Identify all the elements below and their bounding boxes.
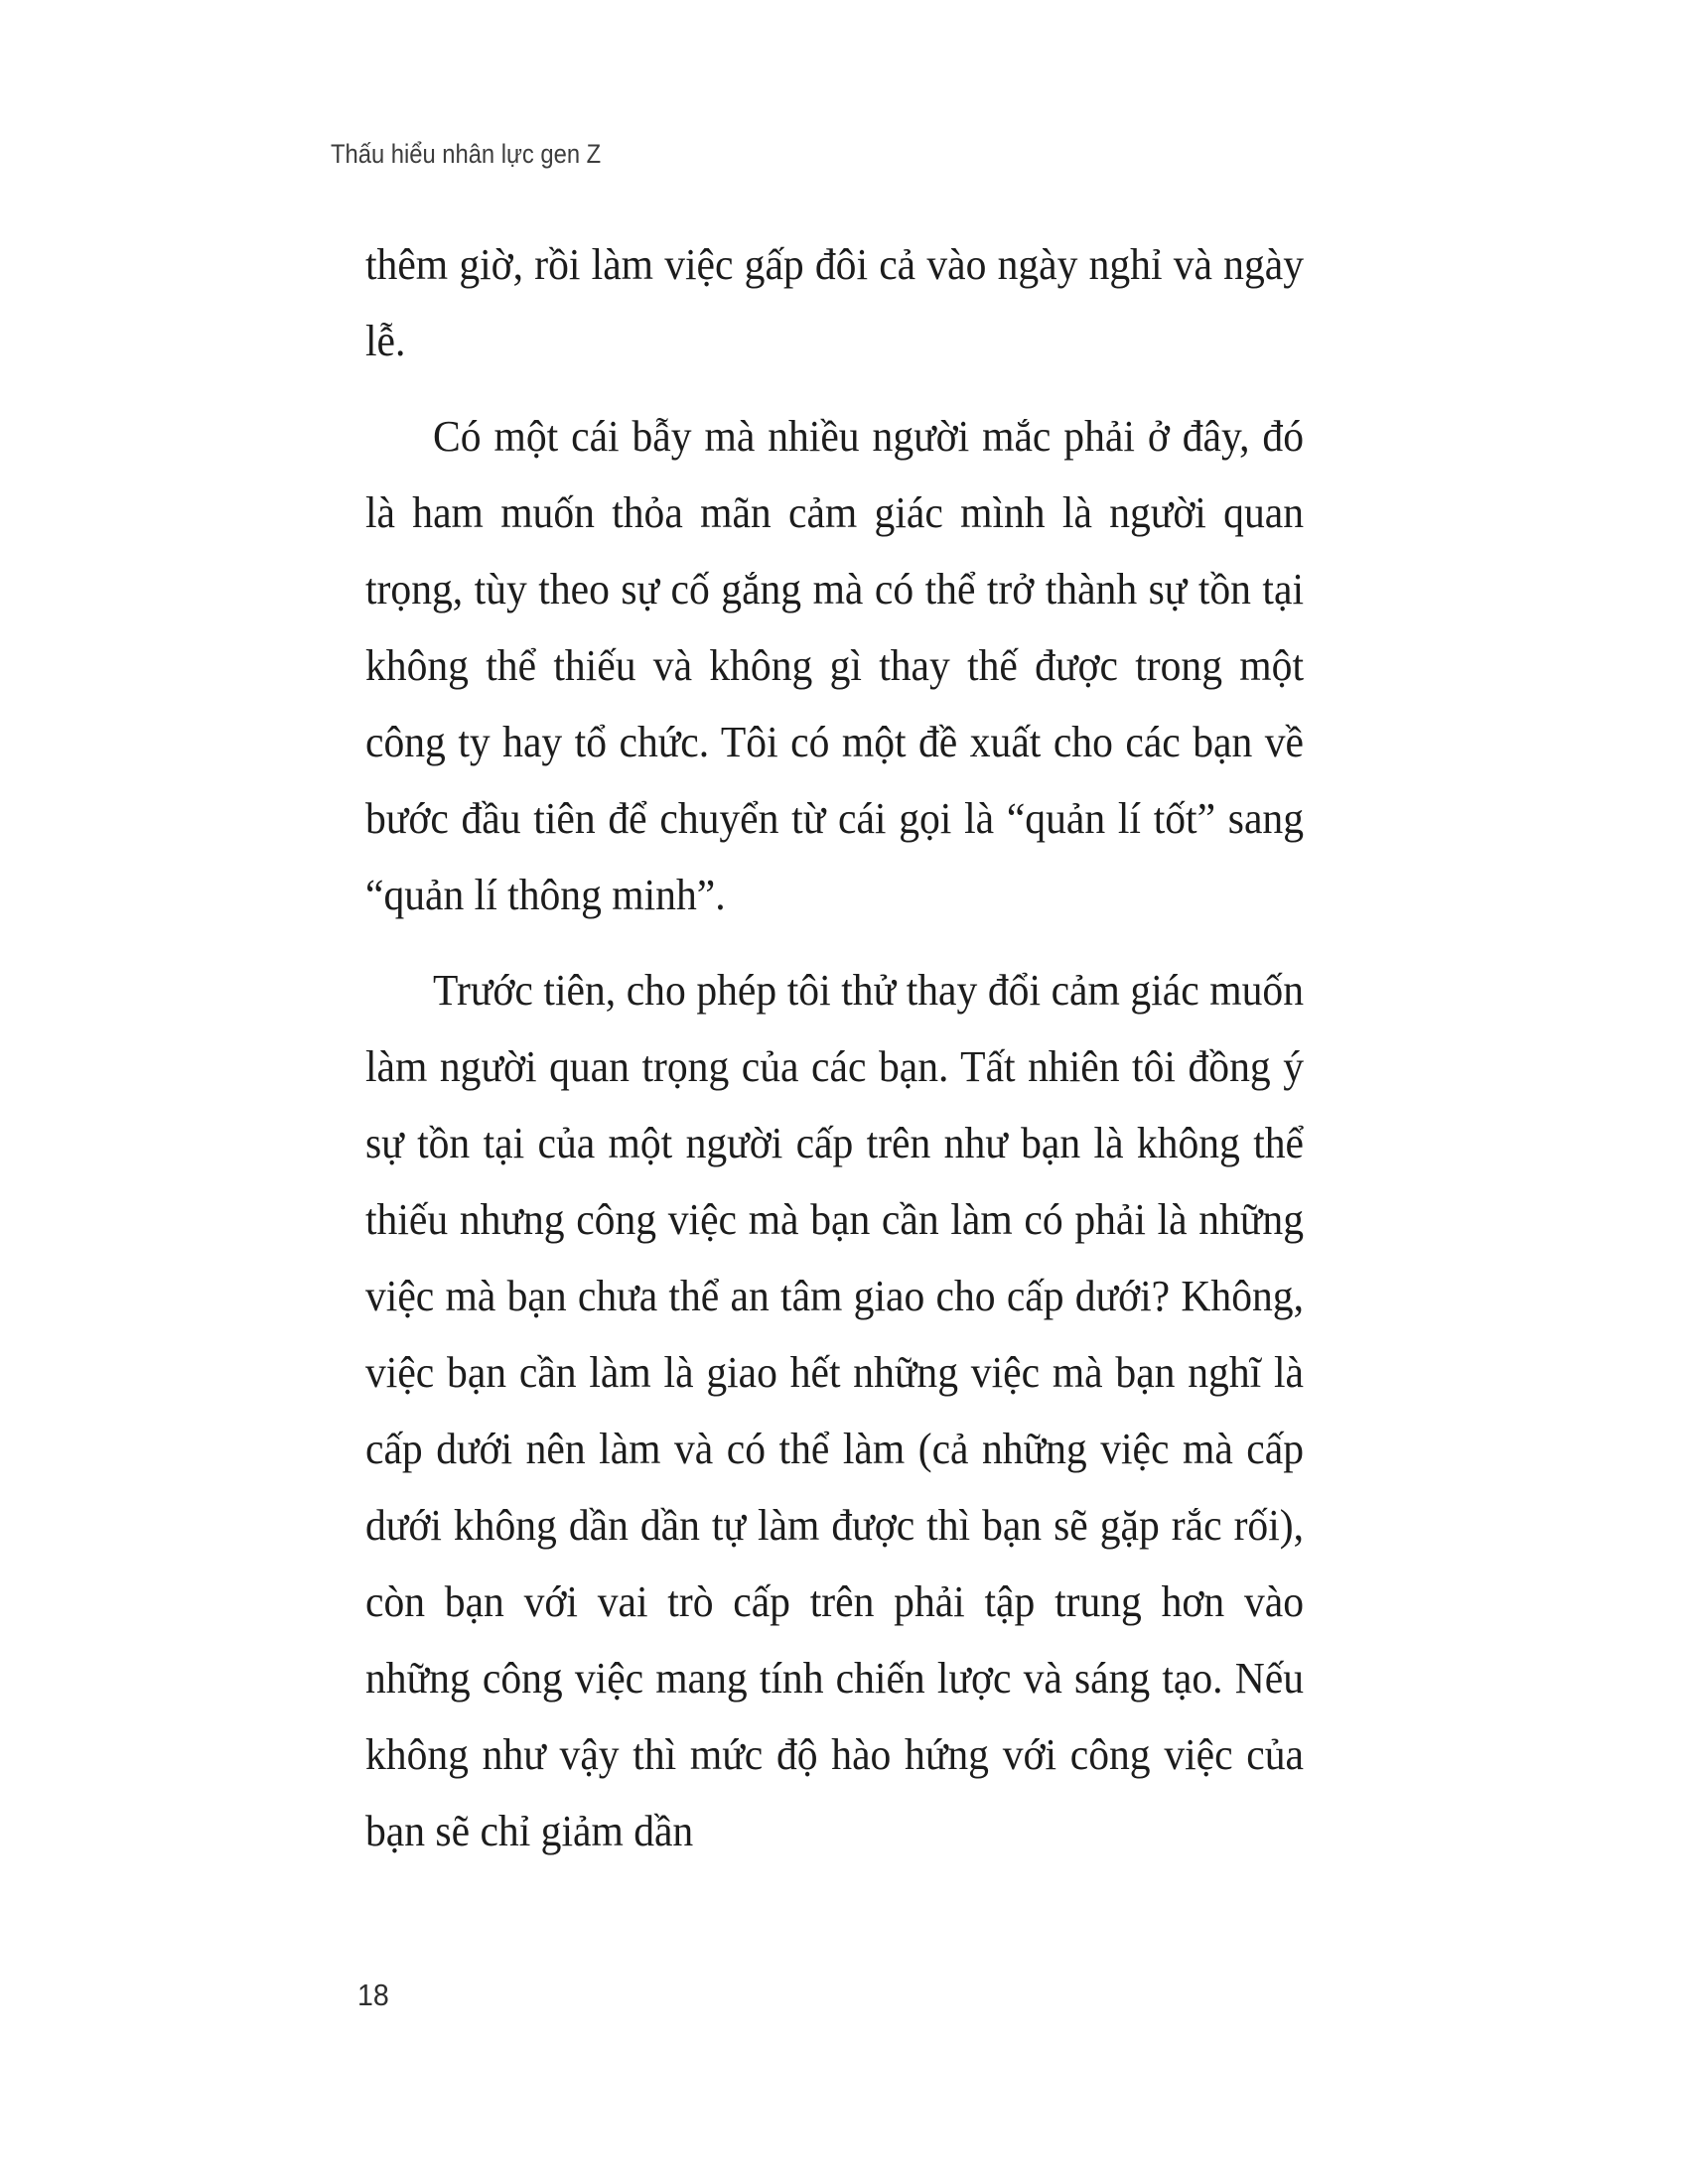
body-text-block <box>365 226 1304 1888</box>
paragraph-continuation: thêm giờ, rồi làm việc gấp đôi cả vào ngày nghỉ và ngày lễ. <box>365 240 1304 365</box>
paragraph: Có một cái bẫy mà nhiều người mắc phải ở đây, đó là ham muốn thỏa mãn cảm giác mình là người quan trọng, tùy theo sự cố gắng mà có thể trở thành sự tồn tại không thể thiếu và không gì thay thế được trong một công ty hay tổ chức. Tôi có một đề xuất cho các bạn về bước đầu tiên để chuyển từ cái gọi là “quản lí tốt” sang “quản lí thông minh”. <box>365 412 1304 919</box>
page-number: 18 <box>357 1978 389 2012</box>
paragraph: Trước tiên, cho phép tôi thử thay đổi cảm giác muốn làm người quan trọng của các bạn. Tất nhiên tôi đồng ý sự tồn tại của một người cấp trên như bạn là không thể thiếu nhưng công việc mà bạn cần làm có phải là những việc mà bạn chưa thể an tâm giao cho cấp dưới? Không, việc bạn cần làm là giao hết những việc mà bạn nghĩ là cấp dưới nên làm và có thể làm (cả những việc mà cấp dưới không dần dần tự làm được thì bạn sẽ gặp rắc rối), còn bạn với vai trò cấp trên phải tập trung hơn vào những công việc mang tính chiến lược và sáng tạo. Nếu không như vậy thì mức độ hào hứng với công việc của bạn sẽ chỉ giảm dần <box>365 966 1304 1855</box>
running-header: Thấu hiểu nhân lực gen Z <box>331 139 602 169</box>
